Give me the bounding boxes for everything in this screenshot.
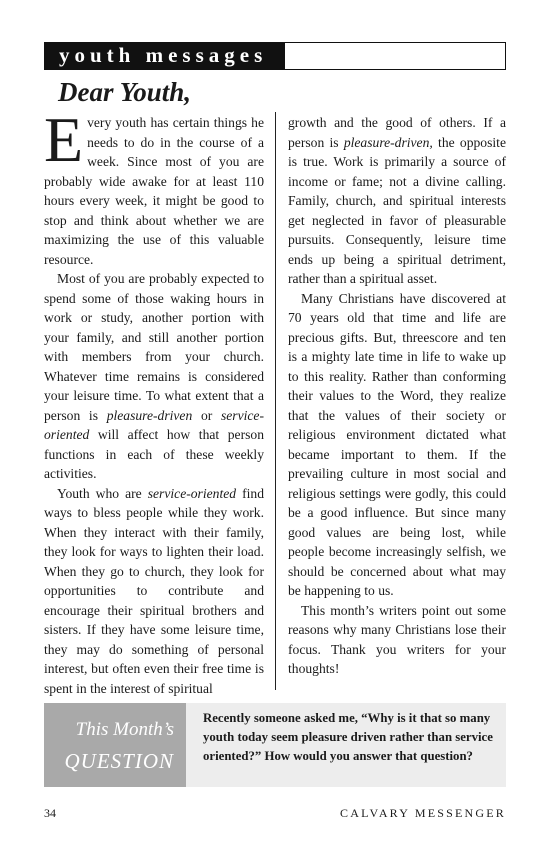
section-label: youth messages xyxy=(45,43,285,69)
paragraph-2-text-a: Most of you are probably expected to spend some of those waking hours in work or study, another portion with your family, and still another portion with members from your church. Whatever time remains is considered your leisure time. To what extent that a person is xyxy=(44,271,264,423)
paragraph-2 xyxy=(44,269,264,484)
continued-emphasis: pleasure-driven, xyxy=(343,134,433,150)
question-outro: How would you answer that question? xyxy=(261,749,473,763)
paragraph-3 xyxy=(44,484,264,699)
left-column xyxy=(44,104,264,698)
paragraph-3-text-b: find ways to bless people while they work. When they interact with their family, they look for ways to lighten their load. When they go to church, they look for opportunities to contribute and encourage their spiritual brothers and sisters. If they have some leisure time, they may do something of personal interest, but often even their free time is spent in the interest of spiritual xyxy=(44,485,264,696)
right-column xyxy=(288,113,506,679)
question-main: “Why is it that so many youth today seem pleasure driven rather than service oriented?” xyxy=(203,711,493,763)
paragraph-5: This month’s writers point out some reasons why many Christians lose their focus. Thank you writers for your thoughts! xyxy=(288,602,506,676)
question-tag-line-2: QUESTION xyxy=(64,749,174,773)
paragraph-1-text: very youth has certain things he needs to do in the course of a week. Since most of you are probably wide awake for at least 110 hours every week, it might be good to stop and think about whether we are maximizing the use of this valuable resource. xyxy=(44,115,264,267)
page-number: 34 xyxy=(44,806,56,820)
paragraph-3-continued xyxy=(288,113,506,289)
paragraph-4: Many Christians have discovered at 70 years old that time and life are precious gifts. But, threescore and ten is a mighty late time in life to wake up to this reality. Rather than conforming their values to the Word, they realize that the values of their society or religious environment dictated what became important to them. If the prevailing culture in most social and religious settings were godly, this could be a good influence. But since many good values are being lost, while people become increasingly selfish, we should be concerned about what may be happening to us. xyxy=(288,290,506,598)
section-header-bar xyxy=(44,42,506,70)
column-divider xyxy=(275,112,276,690)
paragraph-2-text-c: will affect how that person functions in each of these weekly activities. xyxy=(44,427,264,481)
continued-text-b: the opposite is true. Work is primarily a source of income or fame; not a divine calling. Family, church, and spiritual interests get neglected in favor of pleasurable pursuits. Consequently, leisure time ends up being a spiritual detriment, rather than a spiritual asset. xyxy=(288,134,506,286)
paragraph-2-text-b: or xyxy=(192,407,221,423)
paragraph-3-text-a: Youth who are xyxy=(57,485,148,501)
question-tag-line-1: This Month’s xyxy=(75,719,174,740)
paragraph-2-emphasis-2: service-oriented xyxy=(44,407,264,442)
question-intro: Recently someone asked me, xyxy=(203,711,362,725)
question-tag xyxy=(44,703,186,787)
drop-cap: E xyxy=(44,104,84,175)
question-text xyxy=(203,709,495,766)
paragraph-1 xyxy=(44,104,264,269)
paragraph-2-emphasis-1: pleasure-driven xyxy=(106,407,193,423)
paragraph-3-emphasis: service-oriented xyxy=(147,485,237,501)
continued-text-a: growth and the good of others. If a person is xyxy=(288,115,506,150)
publication-title: CALVARY MESSENGER xyxy=(340,806,506,820)
monthly-question-box xyxy=(44,703,506,787)
greeting-heading: Dear Youth, xyxy=(58,77,192,107)
